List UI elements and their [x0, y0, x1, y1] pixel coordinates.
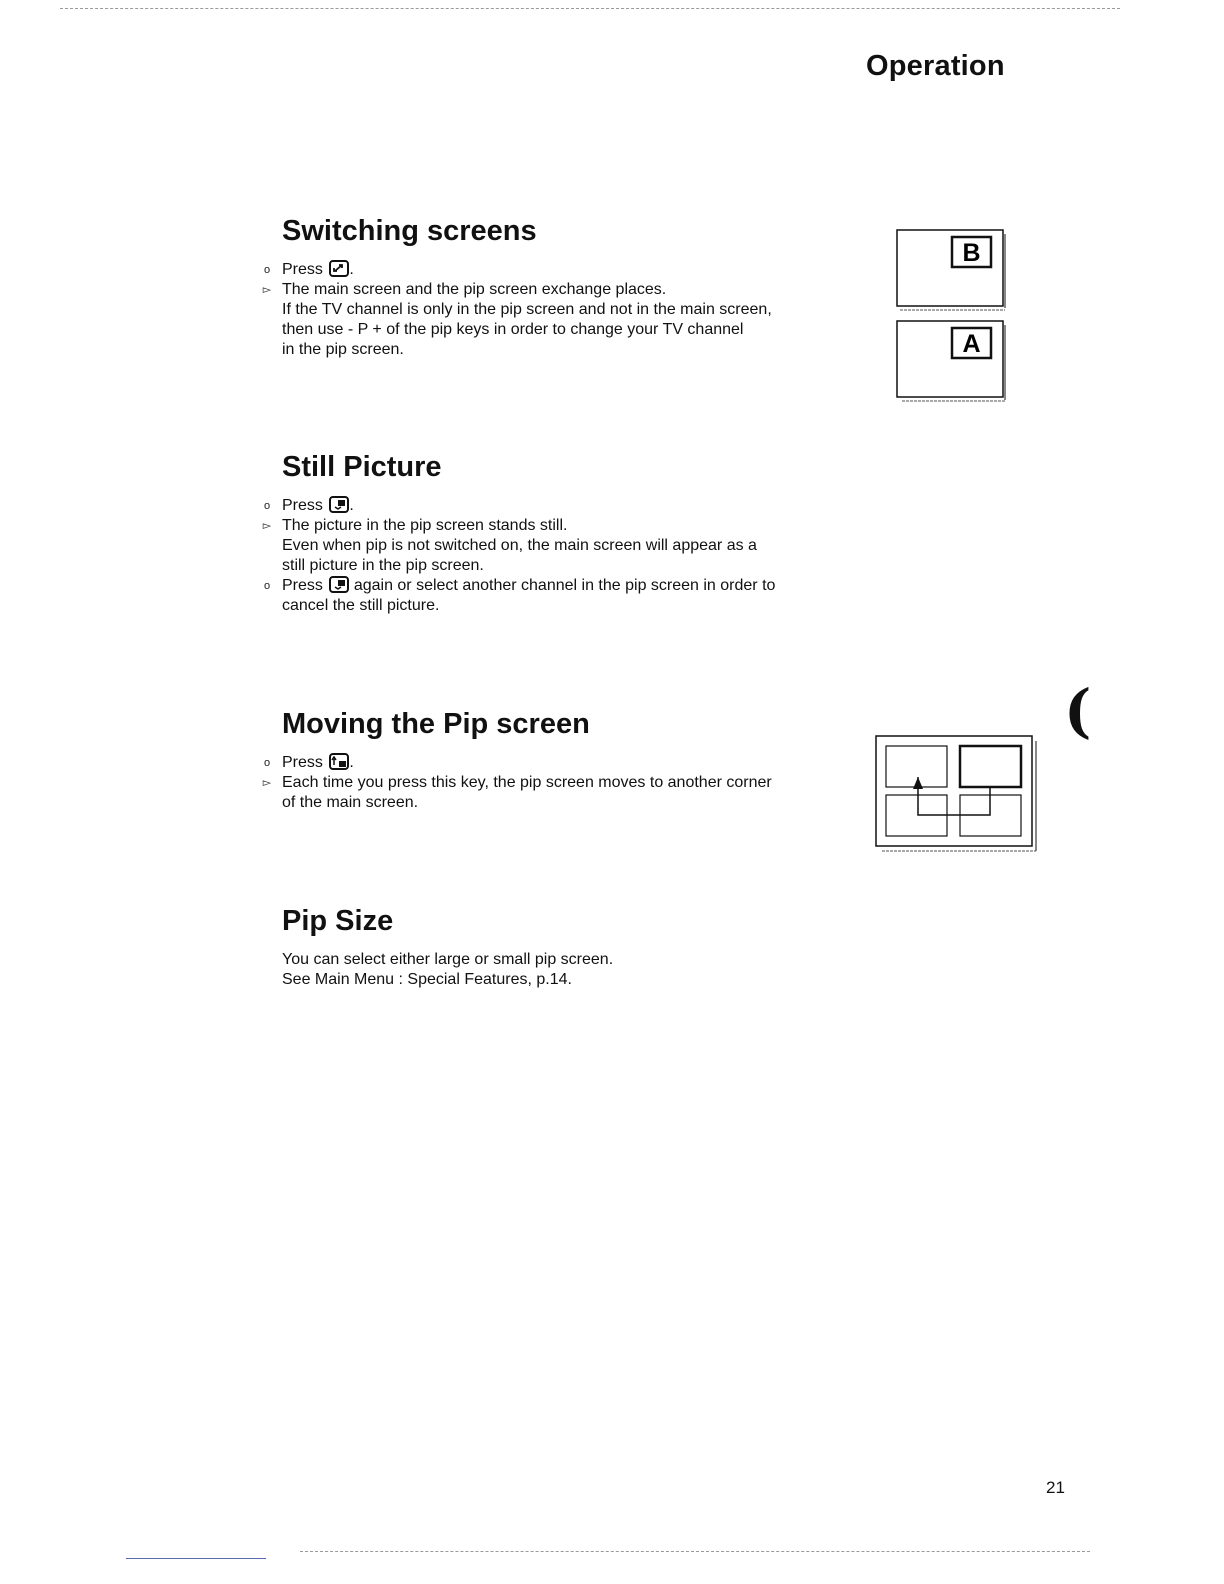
step-line: o Press again or select another channel in the pip screen in order to — [260, 576, 840, 596]
step-line: o Press . — [260, 753, 840, 773]
step-bullet: o — [263, 580, 271, 592]
step-bullet: o — [263, 757, 271, 769]
body-text: If the TV channel is only in the pip screen and not in the main screen, — [282, 301, 772, 318]
bottom-dashed-rule — [300, 1551, 1090, 1553]
section-still-picture — [260, 450, 840, 616]
section-switching-screens — [260, 214, 840, 360]
section-title: Pip Size — [282, 905, 394, 937]
result-line: ▻ The picture in the pip screen stands still. — [260, 516, 840, 536]
result-line: ▻ The main screen and the pip screen exchange places. — [260, 280, 840, 300]
top-dashed-rule — [60, 8, 1120, 10]
result-arrow-icon: ▻ — [262, 284, 272, 296]
result-arrow-icon: ▻ — [262, 777, 272, 789]
result-line: ▻ Each time you press this key, the pip screen moves to another corner — [260, 773, 840, 793]
body-text: You can select either large or small pip screen. — [282, 951, 614, 968]
page-number: 21 — [1046, 1478, 1065, 1497]
step-text: Press — [282, 261, 323, 278]
step-bullet: o — [263, 264, 271, 276]
screen-label-a: A — [962, 330, 981, 358]
freeze-key-icon — [329, 576, 349, 593]
body-text: See Main Menu : Special Features, p.14. — [282, 971, 572, 988]
move-pip-key-icon — [329, 753, 349, 770]
swap-screens-key-icon — [329, 260, 349, 277]
body-text: Even when pip is not switched on, the main screen will appear as a — [282, 537, 757, 554]
pip-corners-figure — [872, 733, 1044, 855]
page-title: Operation — [866, 50, 1005, 82]
step-line: o Press . — [260, 260, 840, 280]
body-text: of the main screen. — [282, 794, 419, 811]
margin-bracket-mark: ( — [1064, 677, 1092, 745]
section-title: Moving the Pip screen — [282, 708, 590, 740]
section-pip-size — [260, 904, 840, 990]
freeze-key-icon — [329, 496, 349, 513]
result-arrow-icon: ▻ — [262, 520, 272, 532]
section-title: Switching screens — [282, 215, 537, 247]
body-text: still picture in the pip screen. — [282, 557, 484, 574]
screen-label-b: B — [962, 239, 981, 267]
section-title: Still Picture — [282, 451, 442, 483]
body-text: then use - P + of the pip keys in order to change your TV channel — [282, 321, 744, 338]
switching-screens-figure — [894, 228, 1010, 406]
section-moving-pip — [260, 707, 840, 813]
bottom-underline — [126, 1558, 266, 1559]
body-text: cancel the still picture. — [282, 597, 440, 614]
step-line: o Press . — [260, 496, 840, 516]
step-bullet: o — [263, 500, 271, 512]
body-text: in the pip screen. — [282, 341, 404, 358]
